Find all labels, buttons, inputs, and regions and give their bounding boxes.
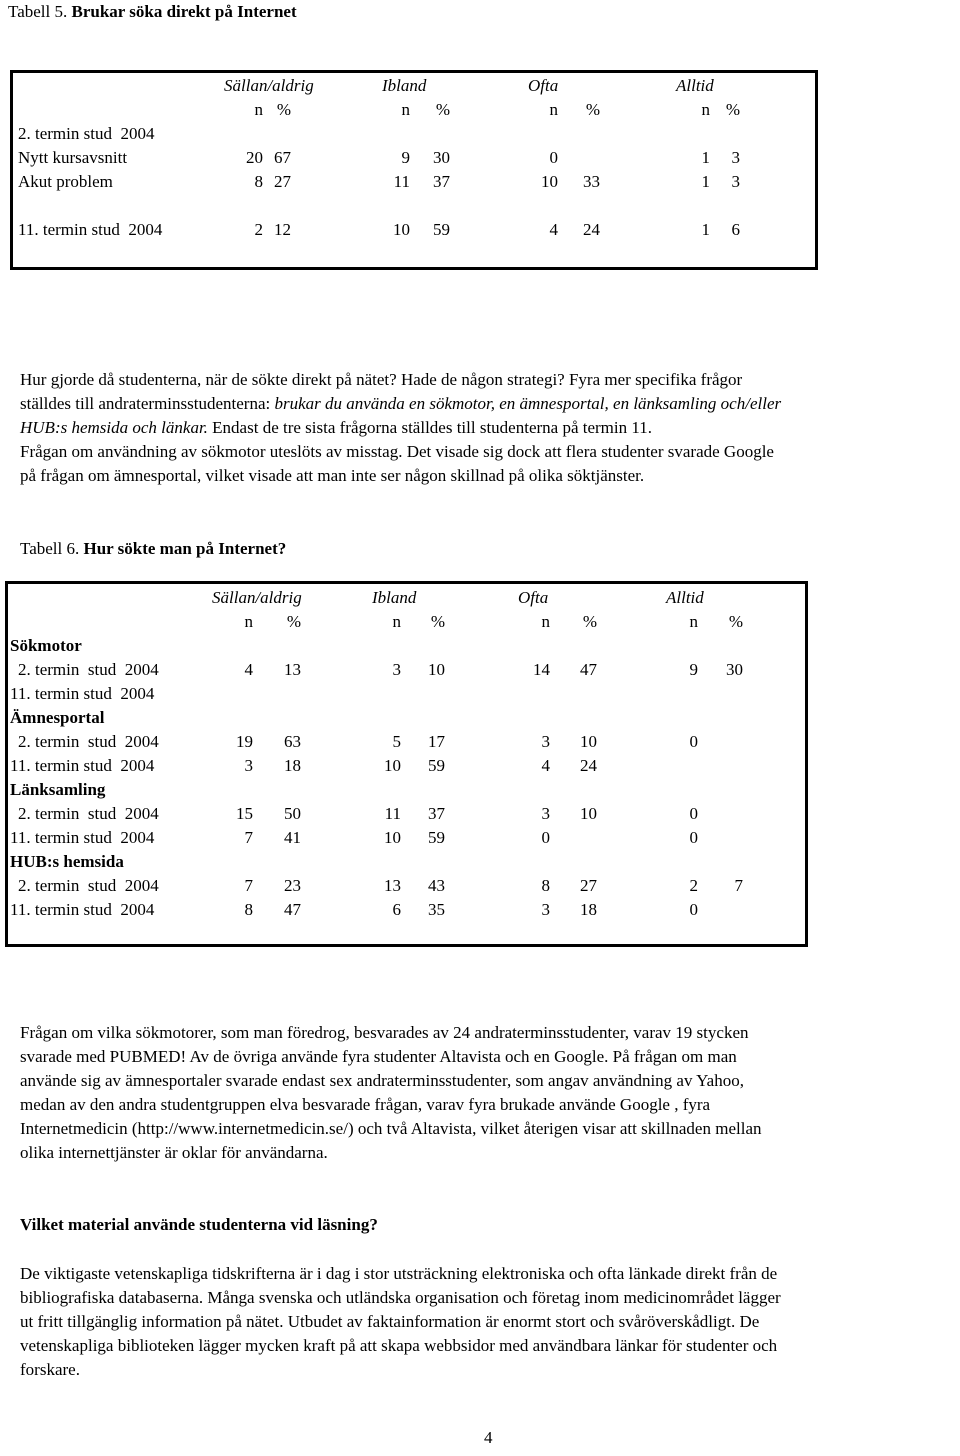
para2-line: Internetmedicin (http://www.internetmedicin.se/) och två Altavista, vilket återigen visar att skillnaden mellan [20, 1119, 762, 1138]
t5-row-label-1: Akut problem [18, 172, 113, 191]
t5-group-label: 2. termin stud 2004 [18, 124, 155, 143]
t6-cell: 2 [689, 876, 698, 895]
t6-subheader-percent: % [582, 612, 597, 631]
t5-cell: 24 [583, 220, 600, 239]
t6-header-1: Ibland [372, 588, 417, 607]
t6-subheader-percent: % [286, 612, 301, 631]
t6-cell: 4 [244, 660, 253, 679]
t6-cell: 0 [689, 732, 698, 751]
t6-cell: 13 [284, 660, 301, 679]
t6-cell: 47 [284, 900, 301, 919]
t6-header-3: Alltid [666, 588, 704, 607]
para2-line: använde sig av ämnesportaler svarade endast sex andraterminsstudenter, som angav användning av Yahoo, [20, 1071, 744, 1090]
t6-cell: 0 [689, 828, 698, 847]
paragraph-strategy [20, 368, 950, 488]
t5-cell: 1 [701, 220, 710, 239]
t6-cell: 37 [428, 804, 445, 823]
t6-header-2: Ofta [518, 588, 549, 607]
t6-group-label: Sökmotor [10, 636, 82, 655]
t5-subheader-n: n [401, 100, 410, 119]
t6-cell: 23 [284, 876, 301, 895]
table6-caption [20, 537, 286, 561]
t6-cell: 6 [392, 900, 401, 919]
t6-cell: 9 [689, 660, 698, 679]
t5-subheader-percent: % [435, 100, 450, 119]
t5-cell: 0 [549, 148, 558, 167]
t6-cell: 24 [580, 756, 597, 775]
t5-cell: 9 [401, 148, 410, 167]
t5-cell: 2 [254, 220, 263, 239]
t6-row-label: 2. termin stud 2004 [18, 660, 159, 679]
t5-cell: 11 [393, 172, 410, 191]
t6-cell: 0 [689, 804, 698, 823]
t5-cell: 1 [701, 172, 710, 191]
t5-subheader-n: n [701, 100, 710, 119]
section-heading: Vilket material använde studenterna vid läsning? [20, 1215, 378, 1234]
t6-group-label: HUB:s hemsida [10, 852, 124, 871]
table6-caption-title: Hur sökte man på Internet? [83, 539, 287, 558]
t6-cell: 17 [428, 732, 445, 751]
para1-line3-italic: HUB:s hemsida och länkar. [20, 418, 208, 437]
t5-cell: 4 [549, 220, 558, 239]
t6-cell: 3 [541, 732, 550, 751]
t5-cell: 27 [274, 172, 291, 191]
t6-cell: 4 [541, 756, 550, 775]
t6-subheader-n: n [541, 612, 550, 631]
para1-line3-plain: Endast de tre sista frågorna ställdes till studenterna på termin 11. [207, 418, 652, 437]
t5-cell: 10 [541, 172, 558, 191]
t6-subheader-percent: % [430, 612, 445, 631]
t6-cell: 10 [580, 804, 597, 823]
t6-cell: 10 [384, 756, 401, 775]
t6-cell: 3 [541, 900, 550, 919]
t5-subheader-n: n [549, 100, 558, 119]
t5-header-2: Ofta [528, 76, 559, 95]
t6-cell: 15 [236, 804, 253, 823]
para1-line4: Frågan om användning av sökmotor uteslöts av misstag. Det visade sig dock att flera studenter svarade Google [20, 442, 774, 461]
t6-cell: 18 [284, 756, 301, 775]
para3-line: vetenskapliga biblioteken lägger mycken kraft på att skapa webbsidor med användbara länkar för studenter och [20, 1336, 778, 1355]
t6-cell: 0 [541, 828, 550, 847]
t5-cell: 59 [433, 220, 450, 239]
t6-cell: 7 [734, 876, 743, 895]
t6-group-label: Länksamling [10, 780, 106, 799]
t6-cell: 5 [392, 732, 401, 751]
t5-cell: 6 [731, 220, 740, 239]
table5-caption-title: Brukar söka direkt på Internet [71, 2, 297, 21]
t6-subheader-n: n [392, 612, 401, 631]
t5-row-label-2: 11. termin stud 2004 [18, 220, 163, 239]
t6-subheader-n: n [689, 612, 698, 631]
t6-group-label: Ämnesportal [10, 708, 105, 727]
para2-line: svarade med PUBMED! Av de övriga använde fyra studenter Altavista och en Google. På frågan om man [20, 1047, 737, 1066]
t6-cell: 11 [384, 804, 401, 823]
t6-subheader-n: n [244, 612, 253, 631]
t6-cell: 0 [689, 900, 698, 919]
t6-cell: 8 [244, 900, 253, 919]
t5-subheader-percent: % [276, 100, 291, 119]
para1-line1: Hur gjorde då studenterna, när de sökte direkt på nätet? Hade de någon strategi? Fyra mer specifika frågor [20, 370, 743, 389]
t5-cell: 3 [731, 148, 740, 167]
t6-row-label: 11. termin stud 2004 [10, 828, 155, 847]
t6-cell: 13 [384, 876, 401, 895]
paragraph-materials [20, 1262, 950, 1382]
t6-cell: 10 [384, 828, 401, 847]
t6-cell: 3 [244, 756, 253, 775]
para3-line: forskare. [20, 1360, 80, 1379]
para2-line: olika internettjänster är oklar för användarna. [20, 1143, 328, 1162]
t6-row-label: 11. termin stud 2004 [10, 756, 155, 775]
t6-cell: 35 [428, 900, 445, 919]
para1-line3 [20, 416, 950, 440]
t5-cell: 10 [393, 220, 410, 239]
t6-cell: 41 [284, 828, 301, 847]
para2-line: Frågan om vilka sökmotorer, som man föredrog, besvarades av 24 andraterminsstudenter, varav 19 stycken [20, 1023, 749, 1042]
t6-cell: 59 [428, 828, 445, 847]
t6-cell: 63 [284, 732, 301, 751]
t5-subheader-n: n [254, 100, 263, 119]
t6-cell: 10 [580, 732, 597, 751]
t5-header-3: Alltid [676, 76, 714, 95]
t6-row-label: 2. termin stud 2004 [18, 732, 159, 751]
t5-cell: 12 [274, 220, 291, 239]
t5-row-label-0: Nytt kursavsnitt [18, 148, 128, 167]
t6-cell: 3 [392, 660, 401, 679]
t6-row-label: 11. termin stud 2004 [10, 684, 155, 703]
para1-line2-plain: ställdes till andraterminsstudenterna: [20, 394, 275, 413]
t6-row-label: 11. termin stud 2004 [10, 900, 155, 919]
para1-line2 [20, 392, 950, 416]
para2-line: medan av den andra studentgruppen elva besvarade frågan, varav fyra brukade använde Google , fyra [20, 1095, 711, 1114]
paragraph-search-engines [20, 1021, 950, 1165]
t6-cell: 19 [236, 732, 253, 751]
t6-cell: 47 [580, 660, 597, 679]
para3-line: De viktigaste vetenskapliga tidskrifterna är i dag i stor utsträckning elektroniska och ofta länkade direkt från de [20, 1264, 778, 1283]
t6-cell: 7 [244, 876, 253, 895]
t6-header-0: Sällan/aldrig [212, 588, 302, 607]
t5-cell: 1 [701, 148, 710, 167]
t5-cell: 37 [433, 172, 450, 191]
t6-cell: 10 [428, 660, 445, 679]
t5-cell: 8 [254, 172, 263, 191]
t6-cell: 27 [580, 876, 597, 895]
table6-caption-prefix: Tabell 6. [20, 539, 80, 558]
t5-cell: 30 [433, 148, 450, 167]
t5-subheader-percent: % [725, 100, 740, 119]
t6-cell: 59 [428, 756, 445, 775]
t6-cell: 18 [580, 900, 597, 919]
para1-line5: på frågan om ämnesportal, vilket visade att man inte ser någon skillnad på olika söktjänster. [20, 466, 645, 485]
t6-cell: 50 [284, 804, 301, 823]
t6-cell: 8 [541, 876, 550, 895]
para3-line: bibliografiska databaserna. Många svenska och utländska organisation och företag inom medicinområdet lägger [20, 1288, 781, 1307]
t6-subheader-percent: % [728, 612, 743, 631]
t6-row-label: 2. termin stud 2004 [18, 804, 159, 823]
t6-cell: 3 [541, 804, 550, 823]
t5-cell: 33 [583, 172, 600, 191]
t6-cell: 30 [726, 660, 743, 679]
t5-header-1: Ibland [382, 76, 427, 95]
table5-caption-prefix: Tabell 5. [8, 2, 68, 21]
t5-cell: 20 [246, 148, 263, 167]
t6-cell: 7 [244, 828, 253, 847]
para1-line2-italic: brukar du använda en sökmotor, en ämnesportal, en länksamling och/eller [274, 394, 782, 413]
table5-caption [8, 0, 297, 24]
t6-cell: 14 [533, 660, 550, 679]
page-number: 4 [484, 1428, 493, 1447]
t6-row-label: 2. termin stud 2004 [18, 876, 159, 895]
t5-header-0: Sällan/aldrig [224, 76, 314, 95]
para3-line: ut fritt tillgänglig information på nätet. Utbudet av faktainformation är enormt stort och svåröverskådligt. De [20, 1312, 760, 1331]
t6-cell: 43 [428, 876, 445, 895]
t5-subheader-percent: % [585, 100, 600, 119]
t5-cell: 67 [274, 148, 291, 167]
t5-cell: 3 [731, 172, 740, 191]
